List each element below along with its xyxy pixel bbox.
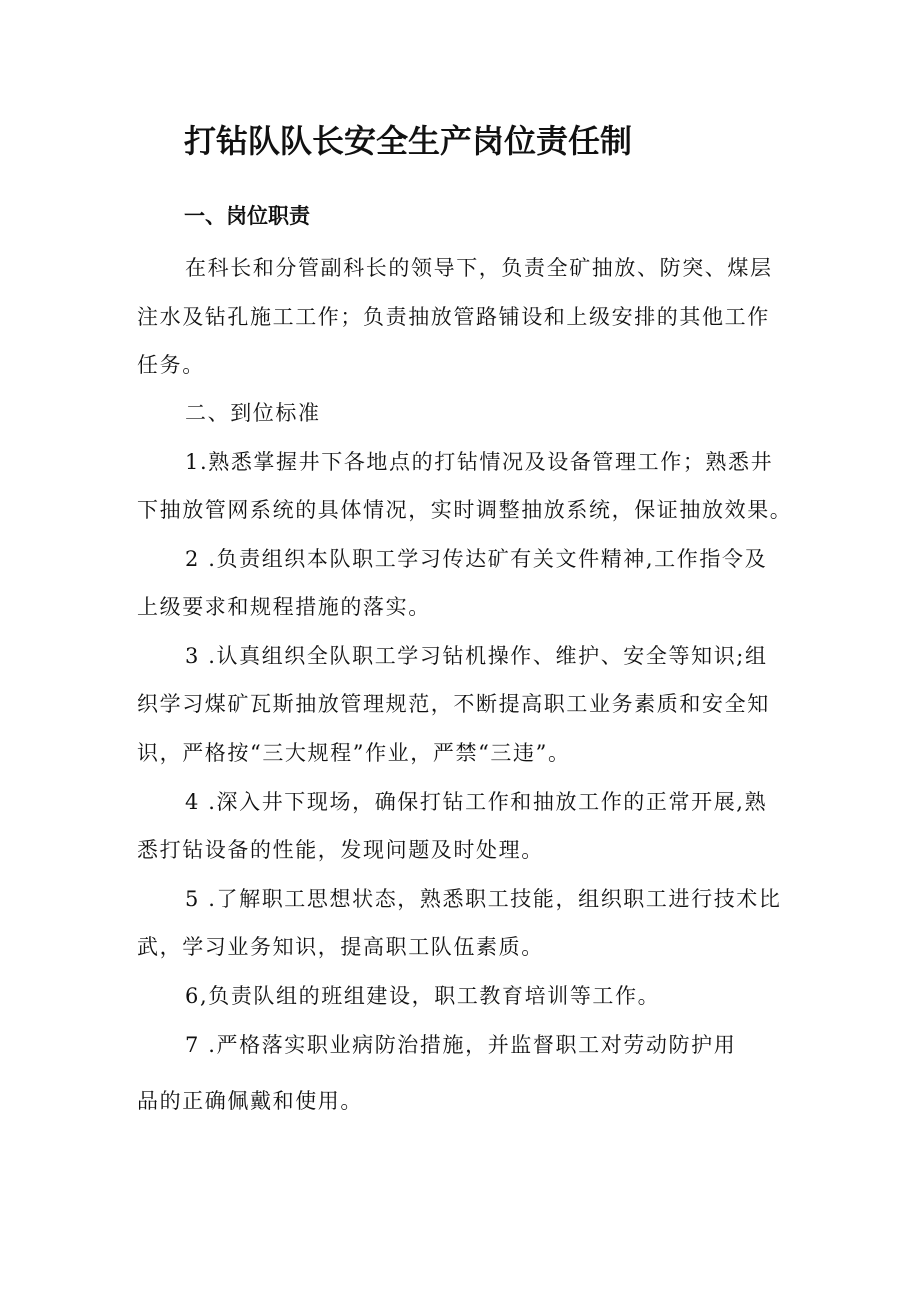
list-item-line: 识，严格按“三大规程”作业，严禁“三违”。 bbox=[137, 741, 571, 765]
paragraph-line: 注水及钻孔施工工作；负责抽放管路铺设和上级安排的其他工作 bbox=[137, 305, 770, 329]
paragraph-line: 在科长和分管副科长的领导下，负责全矿抽放、防突、煤层 bbox=[185, 256, 773, 280]
list-item-line: 4 .深入井下现场，确保打钻工作和抽放工作的正常开展,熟 bbox=[185, 790, 768, 814]
list-item-line: 6,负责队组的班组建设，职工教育培训等工作。 bbox=[185, 984, 661, 1008]
list-item-line: 3 .认真组织全队职工学习钻机操作、维护、安全等知识;组 bbox=[185, 644, 768, 668]
list-item-line: 上级要求和规程措施的落实。 bbox=[137, 595, 431, 619]
list-item-line: 织学习煤矿瓦斯抽放管理规范，不断提高职工业务素质和安全知 bbox=[137, 692, 770, 716]
section-heading-duties: 一、岗位职责 bbox=[184, 204, 310, 228]
list-item-line: 7 .严格落实职业病防治措施，并监督职工对劳动防护用 bbox=[185, 1033, 737, 1057]
list-item-line: 1.熟悉掌握井下各地点的打钻情况及设备管理工作；熟悉井 bbox=[185, 450, 774, 474]
list-item-line: 武，学习业务知识，提高职工队伍素质。 bbox=[137, 935, 544, 959]
list-item-line: 悉打钻设备的性能，发现问题及时处理。 bbox=[137, 838, 544, 862]
list-item-line: 2 .负责组织本队职工学习传达矿有关文件精神,工作指令及 bbox=[185, 547, 768, 571]
section-heading-standards: 二、到位标准 bbox=[185, 401, 321, 425]
list-item-line: 下抽放管网系统的具体情况，实时调整抽放系统，保证抽放效果。 bbox=[137, 498, 793, 522]
list-item-line: 品的正确佩戴和使用。 bbox=[137, 1089, 363, 1113]
paragraph-line: 任务。 bbox=[137, 353, 205, 377]
list-item-line: 5 .了解职工思想状态，熟悉职工技能，组织职工进行技术比 bbox=[185, 887, 782, 911]
document-title: 打钻队队长安全生产岗位责任制 bbox=[184, 122, 633, 160]
